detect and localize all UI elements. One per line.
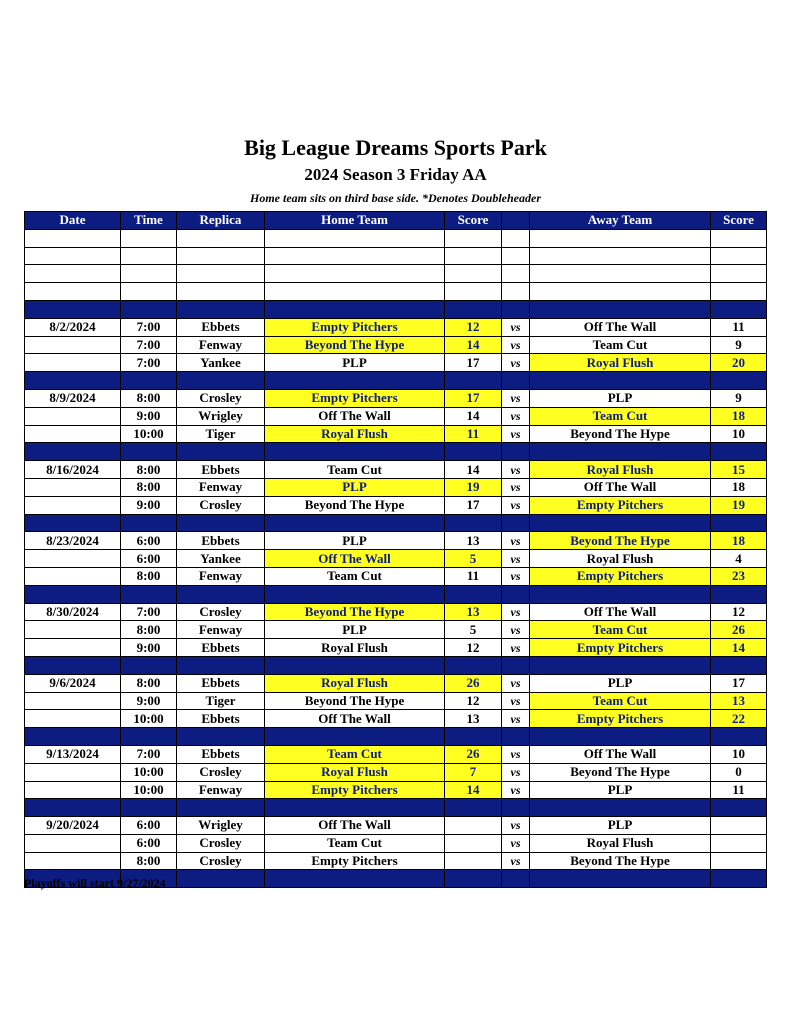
home-score: 13 [445, 532, 502, 550]
game-date [25, 852, 121, 870]
away-team: Beyond The Hype [530, 425, 711, 443]
vs-label: vs [502, 461, 530, 479]
game-time: 7:00 [121, 336, 177, 354]
empty-row [25, 283, 767, 301]
home-score: 17 [445, 354, 502, 372]
game-time: 6:00 [121, 817, 177, 835]
home-score: 19 [445, 478, 502, 496]
home-score: 12 [445, 318, 502, 336]
col-header-away-team: Away Team [530, 212, 711, 230]
away-score: 17 [711, 674, 767, 692]
game-date [25, 567, 121, 585]
schedule-body [25, 229, 767, 887]
home-score [445, 834, 502, 852]
home-score: 5 [445, 550, 502, 568]
away-score: 4 [711, 550, 767, 568]
home-score: 12 [445, 639, 502, 657]
home-team: Royal Flush [265, 425, 445, 443]
away-score: 18 [711, 478, 767, 496]
home-team: Off The Wall [265, 817, 445, 835]
game-replica: Crosley [177, 389, 265, 407]
home-score: 11 [445, 425, 502, 443]
week-separator-row [25, 728, 767, 746]
game-replica: Wrigley [177, 817, 265, 835]
game-replica: Fenway [177, 781, 265, 799]
vs-label: vs [502, 852, 530, 870]
empty-row [25, 247, 767, 265]
game-date [25, 781, 121, 799]
away-team: Beyond The Hype [530, 852, 711, 870]
vs-label: vs [502, 817, 530, 835]
week-separator-row [25, 372, 767, 390]
home-score: 14 [445, 461, 502, 479]
game-row [25, 834, 767, 852]
game-replica: Yankee [177, 354, 265, 372]
away-score: 11 [711, 318, 767, 336]
away-team: Empty Pitchers [530, 496, 711, 514]
home-score: 14 [445, 336, 502, 354]
game-row [25, 532, 767, 550]
home-score: 13 [445, 710, 502, 728]
schedule-table [24, 211, 767, 888]
game-row [25, 354, 767, 372]
vs-label: vs [502, 336, 530, 354]
game-time: 8:00 [121, 478, 177, 496]
away-score: 11 [711, 781, 767, 799]
vs-label: vs [502, 710, 530, 728]
game-row [25, 692, 767, 710]
game-row [25, 852, 767, 870]
col-header-vs [502, 212, 530, 230]
home-team: PLP [265, 532, 445, 550]
empty-row [25, 265, 767, 283]
vs-label: vs [502, 354, 530, 372]
away-team: PLP [530, 781, 711, 799]
vs-label: vs [502, 781, 530, 799]
game-time: 8:00 [121, 461, 177, 479]
home-team: PLP [265, 478, 445, 496]
away-score: 13 [711, 692, 767, 710]
home-score: 26 [445, 745, 502, 763]
home-team: Team Cut [265, 745, 445, 763]
schedule-note: Home team sits on third base side. *Denotes Doubleheader [250, 191, 541, 205]
playoffs-note: Playoffs will start 9/27/2024 [24, 876, 166, 890]
page-title: Big League Dreams Sports Park [244, 135, 547, 160]
game-date [25, 478, 121, 496]
vs-label: vs [502, 532, 530, 550]
col-header-away-score: Score [711, 212, 767, 230]
away-score: 10 [711, 745, 767, 763]
game-row [25, 425, 767, 443]
game-time: 8:00 [121, 621, 177, 639]
away-team: Off The Wall [530, 318, 711, 336]
home-score: 13 [445, 603, 502, 621]
game-replica: Ebbets [177, 639, 265, 657]
game-time: 7:00 [121, 603, 177, 621]
vs-label: vs [502, 425, 530, 443]
game-replica: Fenway [177, 621, 265, 639]
home-team: Beyond The Hype [265, 496, 445, 514]
game-date: 8/30/2024 [25, 603, 121, 621]
away-team: Off The Wall [530, 745, 711, 763]
away-score: 23 [711, 567, 767, 585]
game-replica: Ebbets [177, 461, 265, 479]
game-date: 8/16/2024 [25, 461, 121, 479]
game-row [25, 710, 767, 728]
away-score [711, 817, 767, 835]
game-replica: Ebbets [177, 745, 265, 763]
home-team: Beyond The Hype [265, 336, 445, 354]
week-separator-row [25, 443, 767, 461]
vs-label: vs [502, 603, 530, 621]
away-team: Royal Flush [530, 550, 711, 568]
away-score: 26 [711, 621, 767, 639]
game-time: 8:00 [121, 389, 177, 407]
game-date [25, 354, 121, 372]
game-replica: Ebbets [177, 532, 265, 550]
away-team: Royal Flush [530, 834, 711, 852]
away-team: PLP [530, 389, 711, 407]
game-date: 8/2/2024 [25, 318, 121, 336]
game-date [25, 692, 121, 710]
col-header-time: Time [121, 212, 177, 230]
away-team: Royal Flush [530, 354, 711, 372]
home-team: PLP [265, 621, 445, 639]
game-replica: Fenway [177, 478, 265, 496]
game-date [25, 496, 121, 514]
home-team: Off The Wall [265, 550, 445, 568]
game-time: 7:00 [121, 354, 177, 372]
home-team: Team Cut [265, 834, 445, 852]
home-team: Royal Flush [265, 639, 445, 657]
away-team: PLP [530, 817, 711, 835]
game-date: 9/6/2024 [25, 674, 121, 692]
away-score: 18 [711, 532, 767, 550]
game-replica: Fenway [177, 336, 265, 354]
away-team: Team Cut [530, 336, 711, 354]
game-date [25, 550, 121, 568]
game-time: 7:00 [121, 318, 177, 336]
game-replica: Ebbets [177, 710, 265, 728]
home-team: Team Cut [265, 567, 445, 585]
vs-label: vs [502, 674, 530, 692]
col-header-home-score: Score [445, 212, 502, 230]
home-score: 7 [445, 763, 502, 781]
game-date [25, 621, 121, 639]
away-score: 15 [711, 461, 767, 479]
game-replica: Ebbets [177, 318, 265, 336]
game-date: 8/23/2024 [25, 532, 121, 550]
home-score [445, 852, 502, 870]
game-date [25, 425, 121, 443]
home-score: 11 [445, 567, 502, 585]
away-team: Royal Flush [530, 461, 711, 479]
home-team: Royal Flush [265, 674, 445, 692]
game-time: 10:00 [121, 781, 177, 799]
week-separator-row [25, 656, 767, 674]
game-replica: Tiger [177, 425, 265, 443]
away-score: 22 [711, 710, 767, 728]
away-score: 9 [711, 389, 767, 407]
header-row [25, 212, 767, 230]
game-time: 8:00 [121, 674, 177, 692]
away-score: 12 [711, 603, 767, 621]
away-team: PLP [530, 674, 711, 692]
game-time: 9:00 [121, 496, 177, 514]
away-team: Empty Pitchers [530, 710, 711, 728]
game-replica: Crosley [177, 603, 265, 621]
vs-label: vs [502, 745, 530, 763]
game-time: 10:00 [121, 710, 177, 728]
away-score: 14 [711, 639, 767, 657]
away-team: Off The Wall [530, 603, 711, 621]
game-time: 6:00 [121, 532, 177, 550]
game-date: 9/13/2024 [25, 745, 121, 763]
home-team: Royal Flush [265, 763, 445, 781]
vs-label: vs [502, 567, 530, 585]
away-team: Empty Pitchers [530, 567, 711, 585]
game-row [25, 496, 767, 514]
game-time: 10:00 [121, 425, 177, 443]
game-row [25, 781, 767, 799]
vs-label: vs [502, 834, 530, 852]
vs-label: vs [502, 478, 530, 496]
home-team: Empty Pitchers [265, 389, 445, 407]
home-score: 17 [445, 496, 502, 514]
vs-label: vs [502, 496, 530, 514]
game-time: 8:00 [121, 852, 177, 870]
home-team: Beyond The Hype [265, 603, 445, 621]
home-score: 12 [445, 692, 502, 710]
game-row [25, 461, 767, 479]
game-date: 9/20/2024 [25, 817, 121, 835]
home-team: PLP [265, 354, 445, 372]
away-team: Team Cut [530, 621, 711, 639]
game-row [25, 550, 767, 568]
home-team: Empty Pitchers [265, 852, 445, 870]
vs-label: vs [502, 318, 530, 336]
away-score: 19 [711, 496, 767, 514]
game-replica: Wrigley [177, 407, 265, 425]
col-header-date: Date [25, 212, 121, 230]
away-team: Off The Wall [530, 478, 711, 496]
col-header-home-team: Home Team [265, 212, 445, 230]
home-team: Empty Pitchers [265, 318, 445, 336]
col-header-replica: Replica [177, 212, 265, 230]
game-row [25, 621, 767, 639]
game-replica: Crosley [177, 763, 265, 781]
game-replica: Yankee [177, 550, 265, 568]
game-time: 9:00 [121, 407, 177, 425]
vs-label: vs [502, 639, 530, 657]
away-score: 20 [711, 354, 767, 372]
game-time: 7:00 [121, 745, 177, 763]
game-row [25, 567, 767, 585]
game-row [25, 639, 767, 657]
away-team: Team Cut [530, 407, 711, 425]
game-replica: Fenway [177, 567, 265, 585]
game-date [25, 336, 121, 354]
game-row [25, 603, 767, 621]
away-score: 10 [711, 425, 767, 443]
game-row [25, 817, 767, 835]
away-team: Beyond The Hype [530, 763, 711, 781]
game-date [25, 834, 121, 852]
game-time: 10:00 [121, 763, 177, 781]
home-team: Empty Pitchers [265, 781, 445, 799]
game-time: 9:00 [121, 692, 177, 710]
vs-label: vs [502, 692, 530, 710]
away-score: 18 [711, 407, 767, 425]
vs-label: vs [502, 621, 530, 639]
game-row [25, 478, 767, 496]
game-replica: Crosley [177, 834, 265, 852]
game-row [25, 336, 767, 354]
home-score: 5 [445, 621, 502, 639]
game-date [25, 763, 121, 781]
away-score [711, 834, 767, 852]
game-row [25, 389, 767, 407]
vs-label: vs [502, 407, 530, 425]
vs-label: vs [502, 763, 530, 781]
away-score: 0 [711, 763, 767, 781]
home-team: Off The Wall [265, 407, 445, 425]
game-row [25, 763, 767, 781]
game-date: 8/9/2024 [25, 389, 121, 407]
empty-row [25, 229, 767, 247]
away-score: 9 [711, 336, 767, 354]
week-separator-row [25, 585, 767, 603]
game-replica: Crosley [177, 852, 265, 870]
game-time: 6:00 [121, 550, 177, 568]
away-score [711, 852, 767, 870]
home-team: Team Cut [265, 461, 445, 479]
game-time: 9:00 [121, 639, 177, 657]
game-time: 6:00 [121, 834, 177, 852]
game-date [25, 710, 121, 728]
season-subtitle: 2024 Season 3 Friday AA [304, 165, 487, 184]
home-score: 26 [445, 674, 502, 692]
home-team: Beyond The Hype [265, 692, 445, 710]
game-date [25, 407, 121, 425]
game-replica: Tiger [177, 692, 265, 710]
home-score: 14 [445, 407, 502, 425]
game-date [25, 639, 121, 657]
week-separator-row [25, 799, 767, 817]
game-time: 8:00 [121, 567, 177, 585]
home-score [445, 817, 502, 835]
week-separator-row [25, 514, 767, 532]
away-team: Empty Pitchers [530, 639, 711, 657]
game-row [25, 407, 767, 425]
away-team: Team Cut [530, 692, 711, 710]
home-score: 17 [445, 389, 502, 407]
game-replica: Ebbets [177, 674, 265, 692]
vs-label: vs [502, 550, 530, 568]
week-separator-row [25, 300, 767, 318]
vs-label: vs [502, 389, 530, 407]
away-team: Beyond The Hype [530, 532, 711, 550]
game-row [25, 674, 767, 692]
home-score: 14 [445, 781, 502, 799]
game-replica: Crosley [177, 496, 265, 514]
home-team: Off The Wall [265, 710, 445, 728]
game-row [25, 745, 767, 763]
game-row [25, 318, 767, 336]
